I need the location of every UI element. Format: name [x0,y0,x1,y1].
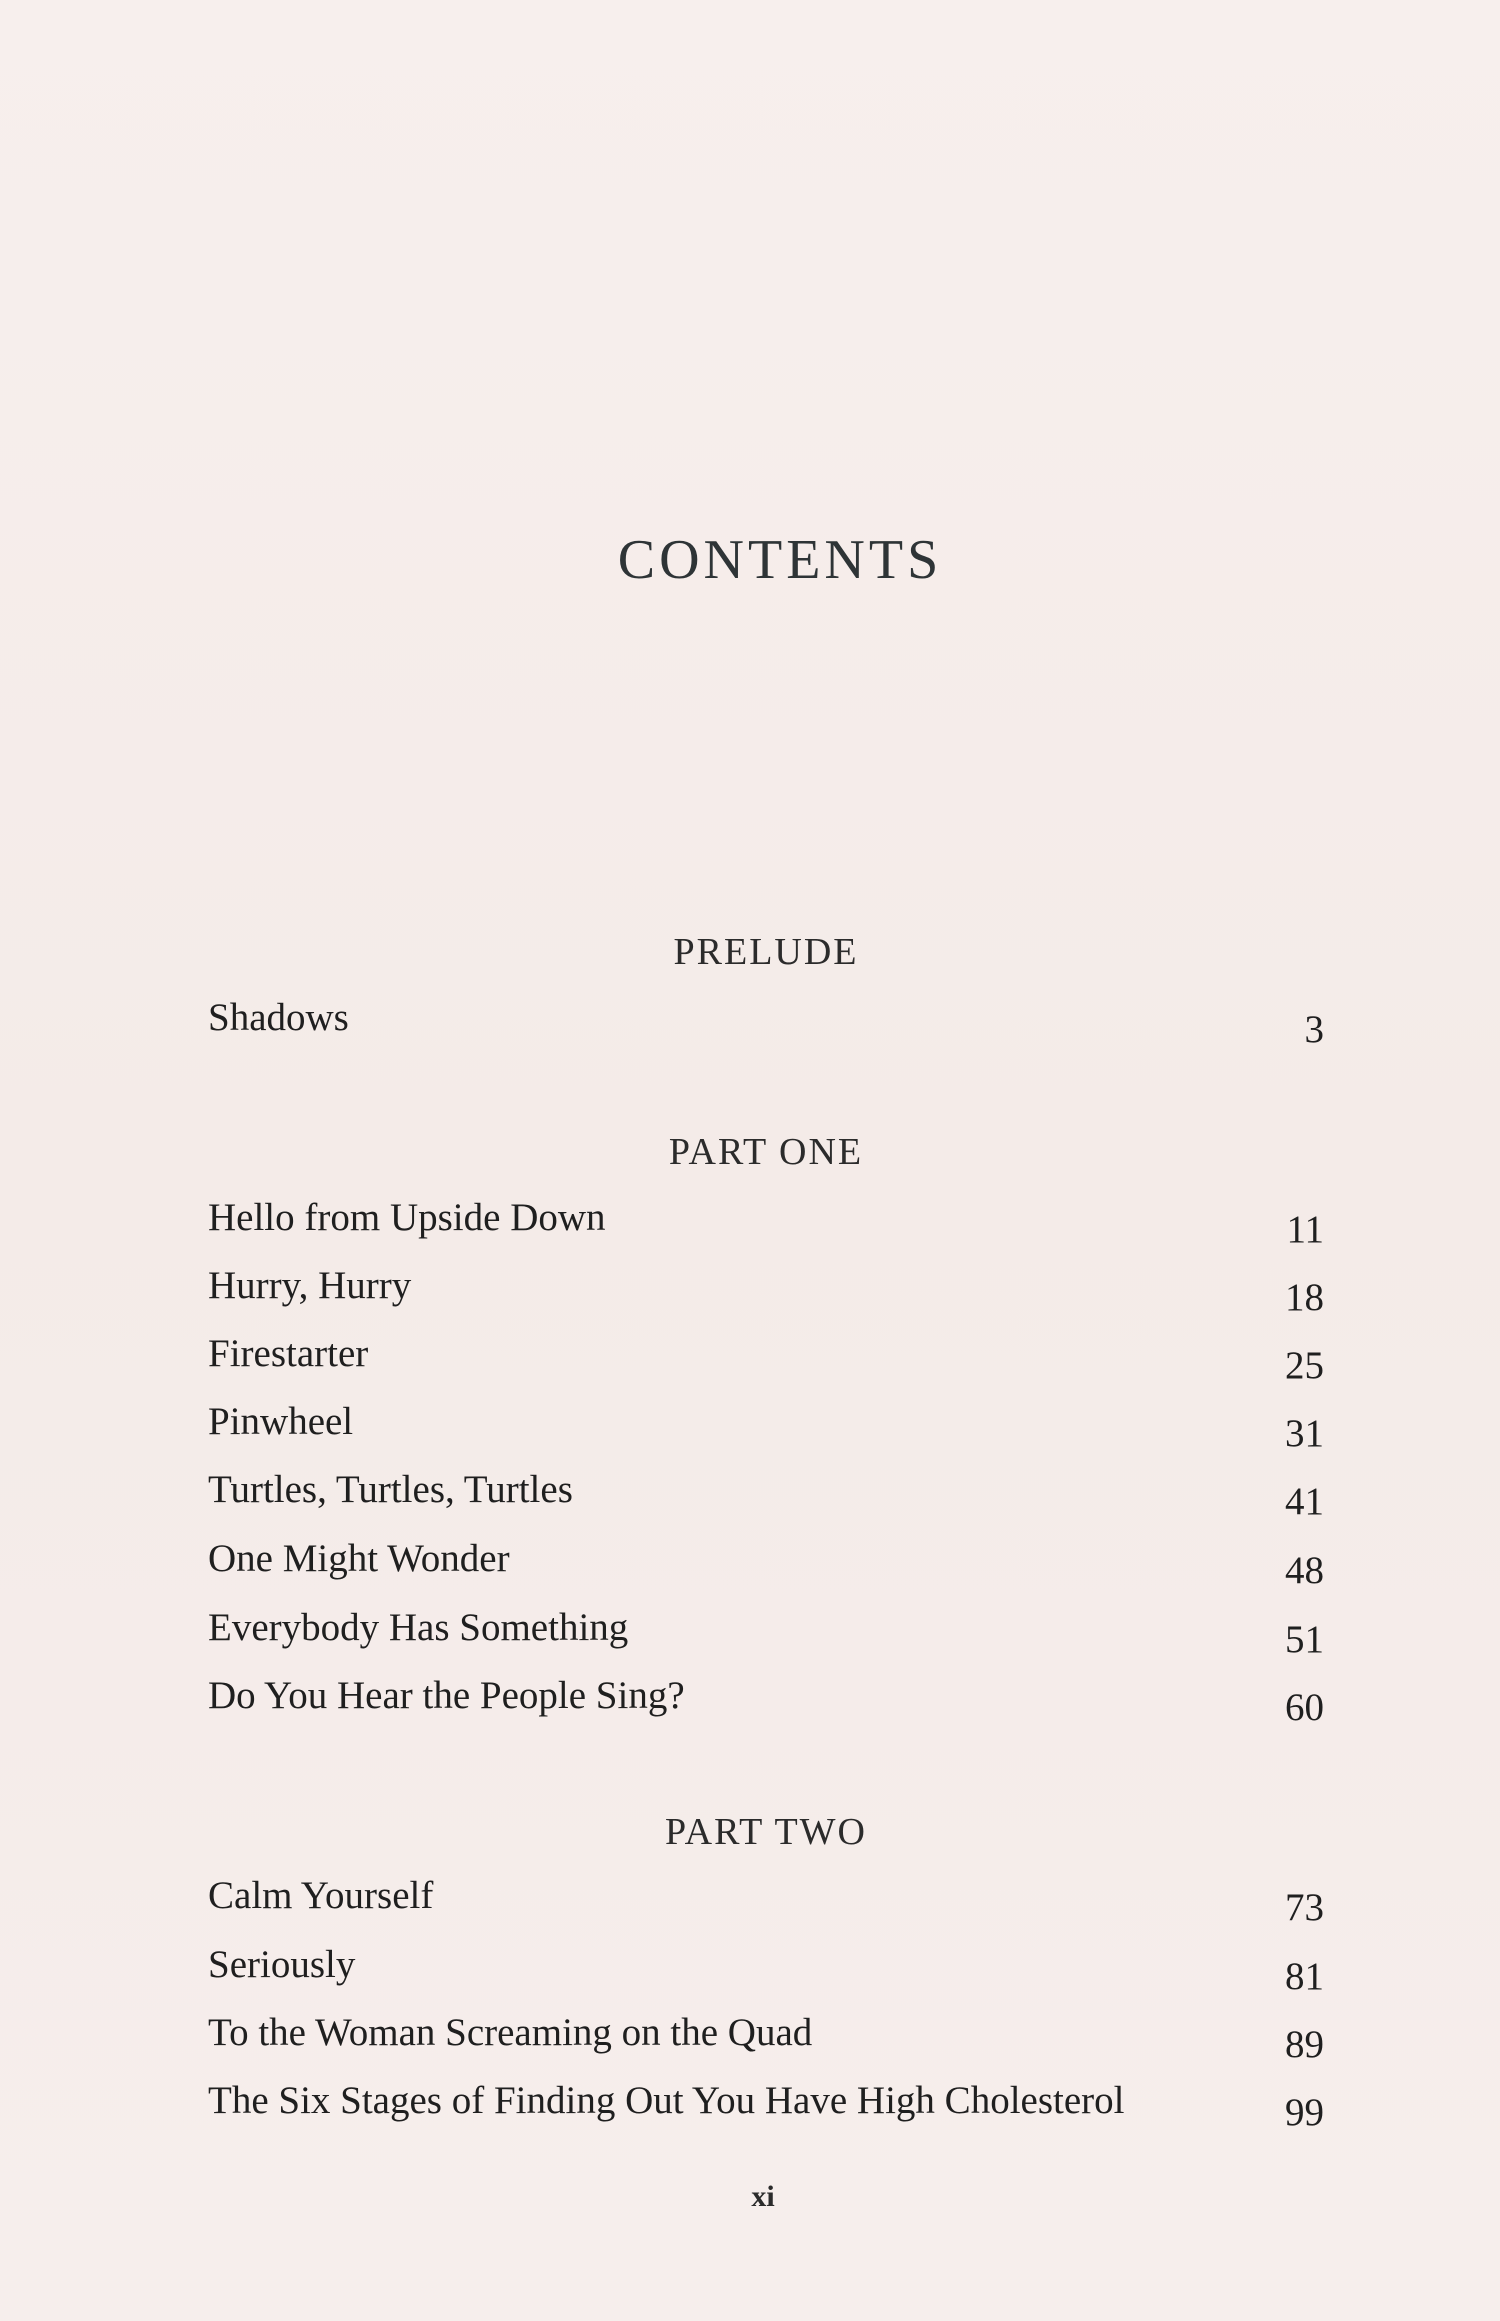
toc-entry [208,990,1324,1051]
toc-entry-title: Pinwheel [208,1400,354,1443]
toc-entry [208,2073,1324,2134]
toc-entry-title: The Six Stages of Finding Out You Have High Cholesterol [208,2079,1125,2122]
toc-entry-title: Everybody Has Something [208,1606,629,1649]
toc-entry [208,1868,1324,1929]
toc-entry-title: Shadows [208,996,349,1039]
toc-entry [208,1462,1324,1523]
toc-entry-page: 89 [1285,2023,1324,2066]
toc-entry-page: 31 [1285,1412,1324,1455]
toc-entry-page: 51 [1285,1618,1324,1661]
section-heading-prelude: PRELUDE [673,931,859,973]
page-title: CONTENTS [617,529,943,591]
toc-entry-page: 3 [1304,1008,1324,1051]
toc-entry-title: Do You Hear the People Sing? [208,1674,685,1717]
section-heading-part-one: PART ONE [668,1131,864,1173]
toc-entry-title: Hello from Upside Down [208,1196,606,1239]
toc-entry-page: 25 [1285,1344,1324,1387]
toc-entry-title: Calm Yourself [208,1874,434,1917]
toc-entry-page: 99 [1285,2091,1324,2134]
toc-entry [208,1937,1324,1998]
toc-entry-page: 41 [1285,1480,1324,1523]
toc-entry-title: Hurry, Hurry [208,1264,412,1307]
toc-entry [208,1531,1324,1592]
toc-entry-page: 81 [1285,1955,1324,1998]
toc-entry-title: To the Woman Screaming on the Quad [208,2011,813,2054]
toc-entry [208,1394,1324,1455]
toc-entry [208,1326,1324,1387]
toc-entry-page: 48 [1285,1549,1324,1592]
toc-entry-title: One Might Wonder [208,1537,510,1580]
page-number: xi [751,2180,775,2213]
toc-entry-title: Turtles, Turtles, Turtles [208,1468,573,1511]
toc-entry [208,2005,1324,2066]
toc-entry [208,1668,1324,1729]
toc-entry-page: 73 [1285,1886,1324,1929]
section-heading-part-two: PART TWO [664,1811,867,1853]
toc-entry [208,1258,1324,1319]
toc-entry-page: 11 [1286,1208,1324,1251]
toc-entry [208,1190,1324,1251]
toc-entry-page: 18 [1285,1276,1324,1319]
toc-entry-title: Seriously [208,1943,356,1986]
toc-entry-title: Firestarter [208,1332,369,1375]
toc-entry [208,1600,1324,1661]
toc-entry-page: 60 [1285,1686,1324,1729]
